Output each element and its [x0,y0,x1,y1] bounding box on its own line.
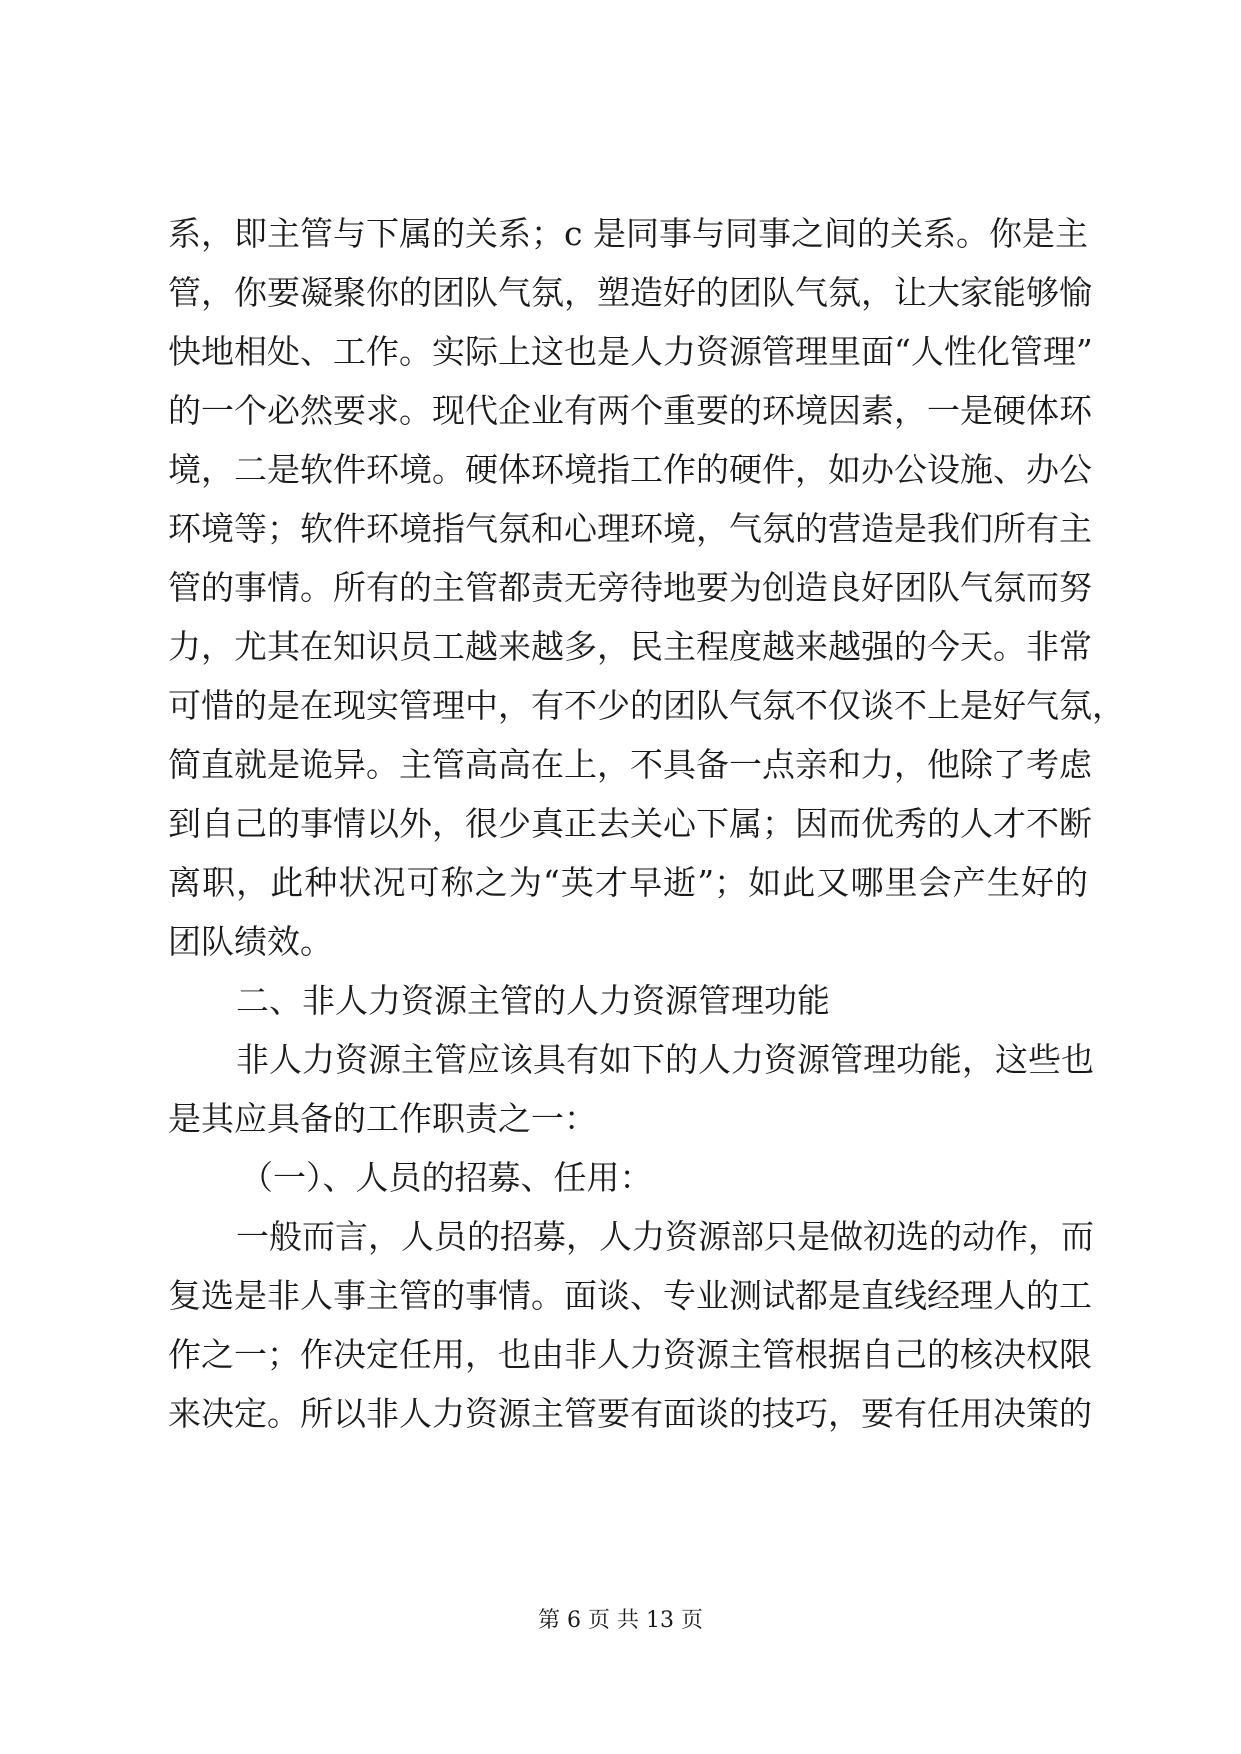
paragraph-line: 作之一；作决定任用，也由非人力资源主管根据自己的核决权限 [168,1335,1092,1374]
paragraph-line: 一般而言，人员的招募，人力资源部只是做初选的动作，而 [236,1217,1094,1256]
paragraph-line: 力，尤其在知识员工越来越多，民主程度越来越强的今天。非常 [168,627,1092,666]
paragraph-line: 团队绩效。 [168,922,333,961]
paragraph-line: 快地相处、工作。实际上这也是人力资源管理里面“人性化管理” [168,332,1093,371]
page-footer: 第 6 页 共 13 页 [538,1608,703,1633]
paragraph-line: 系，即主管与下属的关系；c 是同事与同事之间的关系。你是主 [168,214,1088,253]
paragraph-line: 管，你要凝聚你的团队气氛，塑造好的团队气氛，让大家能够愉 [168,273,1092,312]
paragraph-line: 简直就是诡异。主管高高在上，不具备一点亲和力，他除了考虑 [168,745,1092,784]
paragraph-line: 管的事情。所有的主管都责无旁待地要为创造良好团队气氛而努 [168,568,1092,607]
paragraph-line: 复选是非人事主管的事情。面谈、专业测试都是直线经理人的工 [168,1276,1092,1315]
paragraph-line: 境，二是软件环境。硬体环境指工作的硬件，如办公设施、办公 [168,450,1092,489]
paragraph-line: 环境等；软件环境指气氛和心理环境，气氛的营造是我们所有主 [168,509,1092,548]
paragraph-line: 是其应具备的工作职责之一： [168,1099,597,1138]
section-heading: 二、非人力资源主管的人力资源管理功能 [236,981,830,1020]
paragraph-line: 可惜的是在现实管理中，有不少的团队气氛不仅谈不上是好气氛， [168,686,1125,725]
paragraph-line: 的一个必然要求。现代企业有两个重要的环境因素，一是硬体环 [168,391,1092,430]
subsection-heading: （一）、人员的招募、任用： [240,1158,653,1197]
paragraph-line: 非人力资源主管应该具有如下的人力资源管理功能，这些也 [236,1040,1094,1079]
paragraph-line: 到自己的事情以外，很少真正去关心下属；因而优秀的人才不断 [168,804,1092,843]
paragraph-line: 离职，此种状况可称之为“英才早逝”；如此又哪里会产生好的 [168,863,1088,902]
paragraph-line: 来决定。所以非人力资源主管要有面谈的技巧，要有任用决策的 [168,1394,1092,1433]
